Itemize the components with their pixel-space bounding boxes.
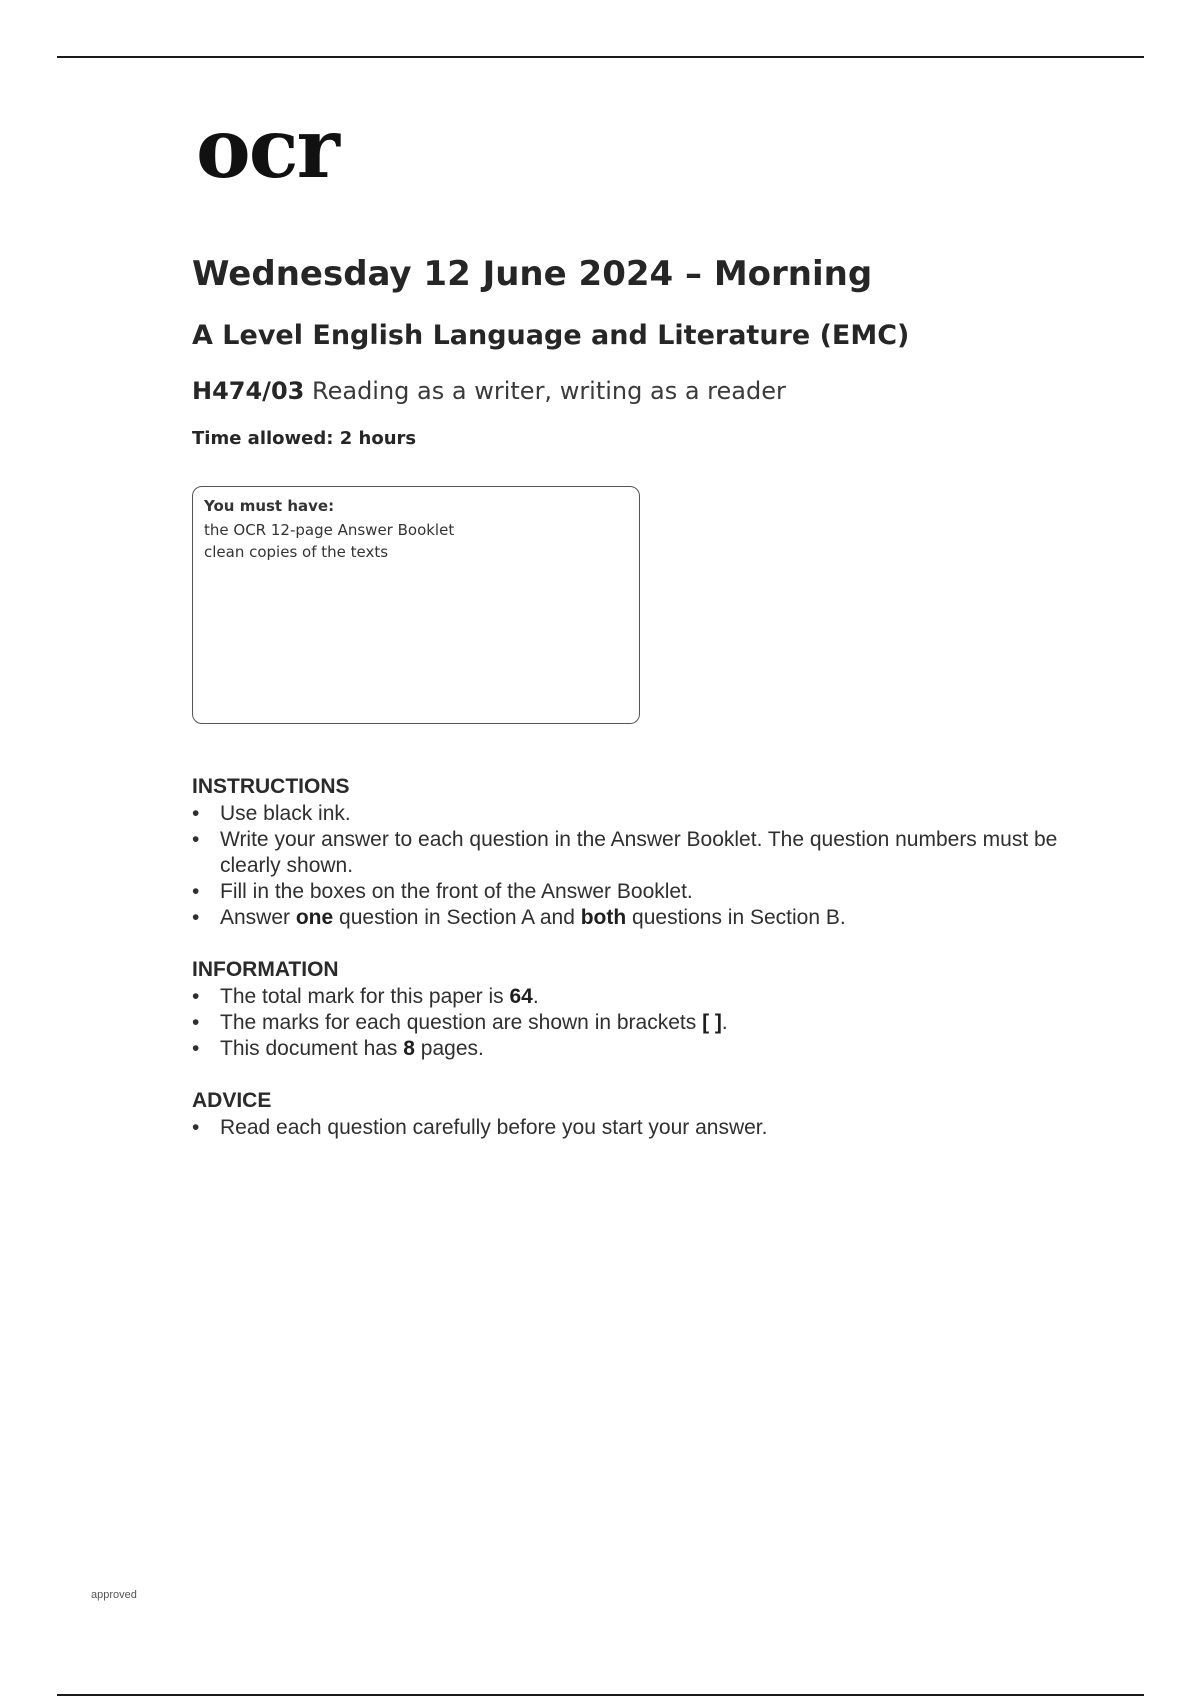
information-heading: INFORMATION: [192, 958, 339, 981]
instruction-item: [192, 905, 1092, 931]
paper-code: H474/03: [192, 377, 305, 405]
approved-footnote: approved: [91, 1589, 137, 1601]
information-text: .: [721, 1011, 728, 1034]
must-have-item: clean copies of the texts: [204, 543, 389, 561]
must-have-box: [192, 486, 640, 724]
information-item: [192, 984, 1092, 1010]
instruction-item: • Use black ink.: [192, 801, 1092, 827]
exam-date-title: Wednesday 12 June 2024 – Morning: [192, 254, 873, 294]
brackets-symbol: [ ]: [702, 1011, 722, 1034]
instruction-item: • Write your answer to each question in the Answer Booklet. The question numbers must be clearly shown.: [192, 827, 1092, 879]
bottom-rule: [57, 1694, 1144, 1696]
instructions-heading: INSTRUCTIONS: [192, 775, 350, 798]
instruction-item: • Fill in the boxes on the front of the Answer Booklet.: [192, 879, 1092, 905]
ocr-logo: ocr: [196, 101, 338, 197]
information-list: [192, 984, 1092, 1062]
page-count: 8: [403, 1037, 415, 1060]
paper-line: [192, 377, 786, 405]
information-text: The total mark for this paper is: [220, 985, 510, 1008]
information-text: pages.: [414, 1037, 484, 1060]
instruction-text: questions in Section B.: [626, 906, 846, 929]
instruction-text: question in Section A and: [333, 906, 581, 929]
instruction-emphasis: one: [295, 906, 334, 929]
advice-section: [192, 1089, 1092, 1141]
advice-item: • Read each question carefully before you start your answer.: [192, 1115, 1092, 1141]
paper-name: Reading as a writer, writing as a reader: [312, 377, 786, 405]
advice-list: [192, 1115, 1092, 1141]
must-have-item: the OCR 12-page Answer Booklet: [204, 521, 455, 539]
instruction-text: Answer: [220, 906, 296, 929]
information-text: This document has: [220, 1037, 404, 1060]
instructions-list: [192, 801, 1092, 931]
information-item: [192, 1010, 1092, 1036]
information-text: The marks for each question are shown in brackets: [220, 1011, 703, 1034]
qualification-subtitle: A Level English Language and Literature (EMC): [192, 320, 910, 351]
total-mark: 64: [509, 985, 533, 1008]
information-item: [192, 1036, 1092, 1062]
information-section: [192, 958, 1092, 1062]
must-have-heading: You must have:: [204, 497, 335, 515]
instruction-emphasis: both: [580, 906, 627, 929]
time-allowed: Time allowed: 2 hours: [192, 428, 417, 449]
instructions-section: [192, 775, 1092, 931]
top-rule: [57, 56, 1144, 58]
information-text: .: [532, 985, 539, 1008]
advice-heading: ADVICE: [192, 1089, 272, 1112]
